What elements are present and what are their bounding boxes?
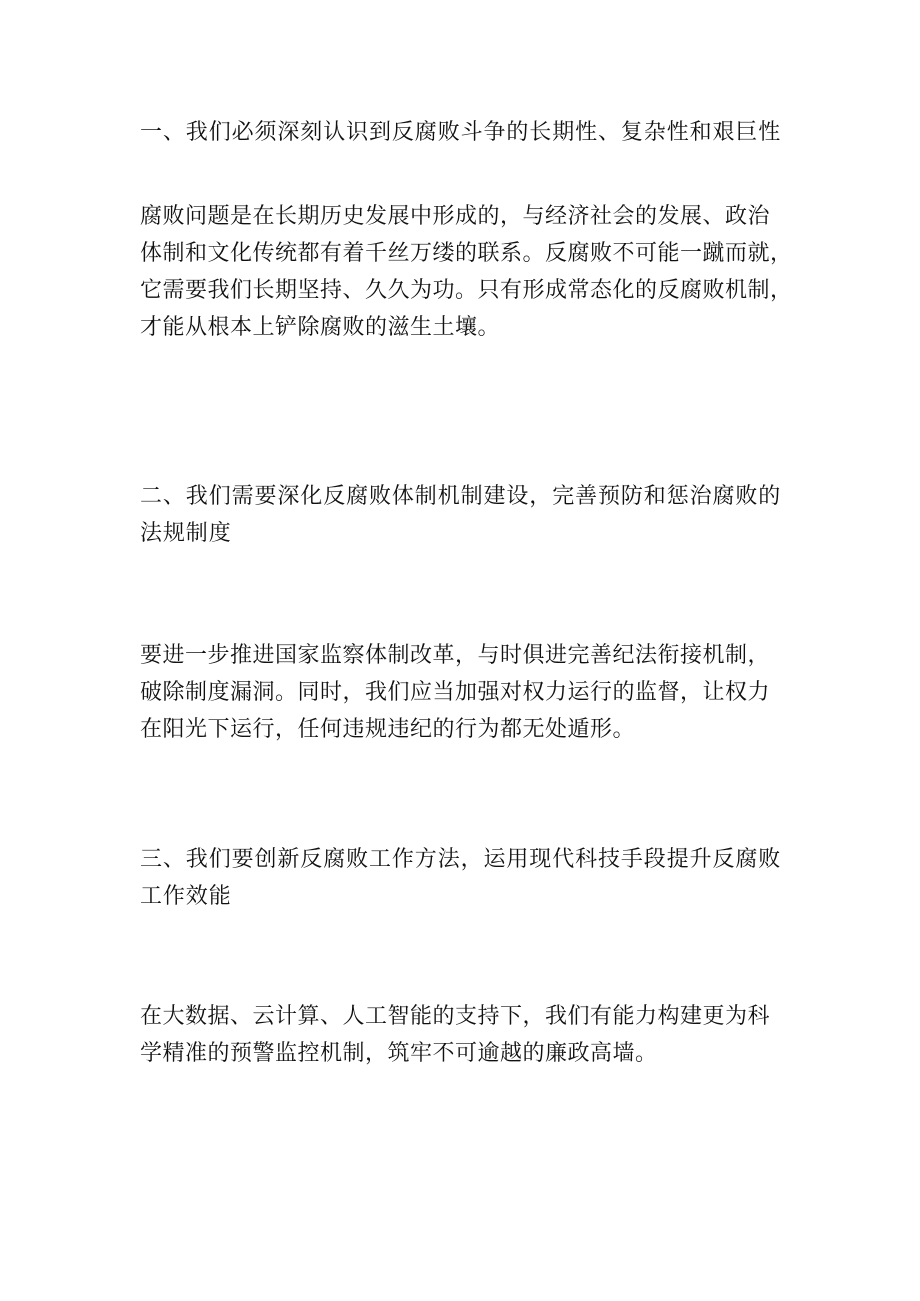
section-2-heading-line: 法规制度 — [140, 521, 232, 546]
section-1-heading-line: 一、我们必须深刻认识到反腐败斗争的长期性、复杂性和艰巨性 — [140, 120, 782, 145]
section-2-heading — [140, 478, 790, 552]
section-3-body-line: 学精准的预警监控机制，筑牢不可逾越的廉政高墙。 — [140, 1041, 658, 1066]
section-3-heading-line: 三、我们要创新反腐败工作方法，运用现代科技手段提升反腐败 — [140, 847, 782, 872]
section-2-body-line: 破除制度漏洞。同时，我们应当加强对权力运行的监督，让权力 — [140, 680, 771, 705]
section-2-body-line: 在阳光下运行，任何违规违纪的行为都无处遁形。 — [140, 717, 636, 742]
section-1-body-line: 才能从根本上铲除腐败的滋生土壤。 — [140, 315, 501, 340]
section-1-body-line: 它需要我们长期坚持、久久为功。只有形成常态化的反腐败机制， — [140, 278, 793, 303]
section-1-body-line: 腐败问题是在长期历史发展中形成的，与经济社会的发展、政治 — [140, 204, 771, 229]
section-2-body-line: 要进一步推进国家监察体制改革，与时俱进完善纪法衔接机制， — [140, 643, 771, 668]
section-3-heading — [140, 841, 790, 915]
section-2-body — [140, 637, 790, 748]
section-1-body-line: 体制和文化传统都有着千丝万缕的联系。反腐败不可能一蹴而就， — [140, 241, 793, 266]
section-1-body — [140, 198, 793, 346]
section-3-body-line: 在大数据、云计算、人工智能的支持下，我们有能力构建更为科 — [140, 1004, 771, 1029]
section-3-body — [140, 998, 790, 1072]
section-1-heading — [140, 114, 790, 151]
section-2-heading-line: 二、我们需要深化反腐败体制机制建设，完善预防和惩治腐败的 — [140, 484, 782, 509]
section-3-heading-line: 工作效能 — [140, 884, 232, 909]
